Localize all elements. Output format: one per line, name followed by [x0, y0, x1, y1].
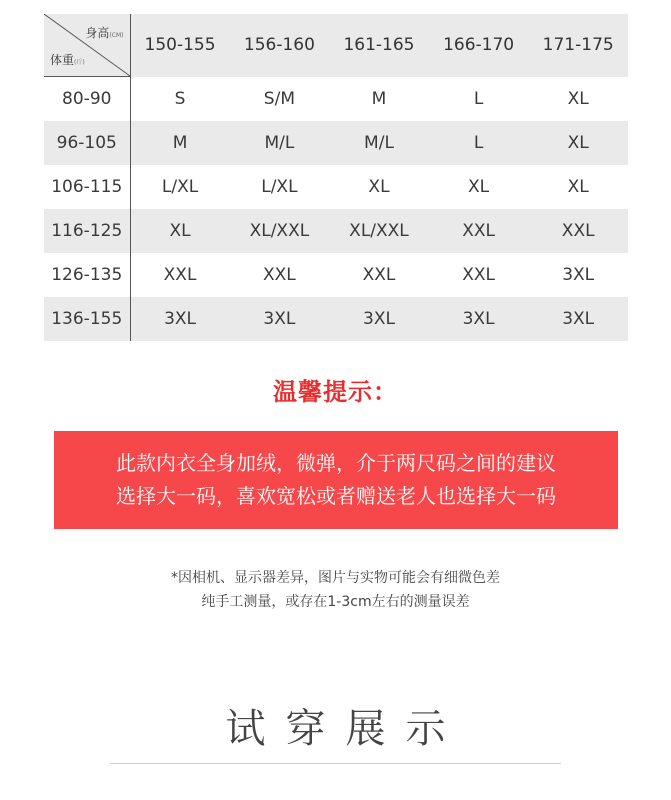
section-title: 试穿展示 — [225, 706, 466, 752]
weight-cell: 136-155 — [44, 297, 130, 341]
size-cell: M/L — [364, 132, 394, 153]
size-cell: XXL — [561, 220, 595, 241]
height-header: 161-165 — [343, 35, 415, 56]
size-cell: XXL — [462, 220, 495, 241]
note-line: 纯手工测量，或存在1-3cm左右的测量误差 — [201, 594, 470, 610]
weight-cell: 126-135 — [44, 253, 130, 297]
table-row — [44, 253, 628, 297]
size-cell: XL — [368, 176, 390, 197]
size-cell: XXL — [263, 264, 296, 285]
size-cell: 3XL — [164, 308, 197, 329]
tip-line: 此款内衣全身加绒，微弹，介于两尺码之间的建议 — [116, 451, 556, 475]
tip-line: 选择大一码，喜欢宽松或者赠送老人也选择大一码 — [116, 484, 556, 508]
size-cell: XL/XXL — [349, 220, 409, 241]
height-header: 171-175 — [542, 35, 614, 56]
weight-cell: 96-105 — [44, 121, 130, 165]
disclaimer-note — [0, 566, 671, 614]
table-row — [44, 209, 628, 253]
size-cell: XL/XXL — [249, 220, 310, 241]
weight-cell: 80-90 — [44, 77, 130, 121]
size-cell: M/L — [264, 132, 295, 153]
size-cell: XL — [468, 176, 490, 197]
size-cell: XL — [567, 132, 589, 153]
weight-cell: 106-115 — [44, 165, 130, 209]
size-cell: S — [174, 88, 186, 109]
size-cell: L/XL — [161, 176, 199, 197]
size-cell: L — [473, 132, 484, 153]
height-header: 150-155 — [144, 35, 216, 56]
size-cell: L/XL — [261, 176, 298, 197]
size-cell: L — [473, 88, 484, 109]
size-chart-header-row — [44, 14, 628, 77]
size-cell: XL — [567, 88, 589, 109]
tip-box — [54, 431, 618, 529]
size-cell: XXL — [163, 264, 197, 285]
size-chart-table — [44, 14, 628, 341]
table-row — [44, 165, 628, 209]
size-cell: 3XL — [562, 308, 595, 329]
size-cell: 3XL — [263, 308, 296, 329]
size-cell: XL — [567, 176, 589, 197]
size-cell: XXL — [462, 264, 495, 285]
size-cell: 3XL — [462, 308, 495, 329]
size-cell: XXL — [362, 264, 396, 285]
height-header: 166-170 — [443, 35, 515, 56]
height-header: 156-160 — [243, 35, 315, 56]
height-axis-label: 身高(CM) — [85, 26, 124, 40]
tip-title: 温馨提示： — [273, 378, 398, 406]
weight-cell: 116-125 — [44, 209, 130, 253]
weight-axis-label: 体重(斤) — [50, 53, 85, 67]
size-chart-corner-cell — [44, 14, 130, 77]
size-cell: 3XL — [562, 264, 595, 285]
size-cell: M — [172, 132, 188, 153]
divider — [110, 763, 561, 764]
size-cell: M — [371, 88, 387, 109]
table-row — [44, 297, 628, 341]
table-row — [44, 77, 628, 121]
size-cell: XL — [169, 220, 191, 241]
table-row — [44, 121, 628, 165]
size-cell: S/M — [263, 88, 295, 109]
size-cell: 3XL — [363, 308, 395, 329]
note-line: *因相机、显示器差异，图片与实物可能会有细微色差 — [171, 570, 500, 586]
